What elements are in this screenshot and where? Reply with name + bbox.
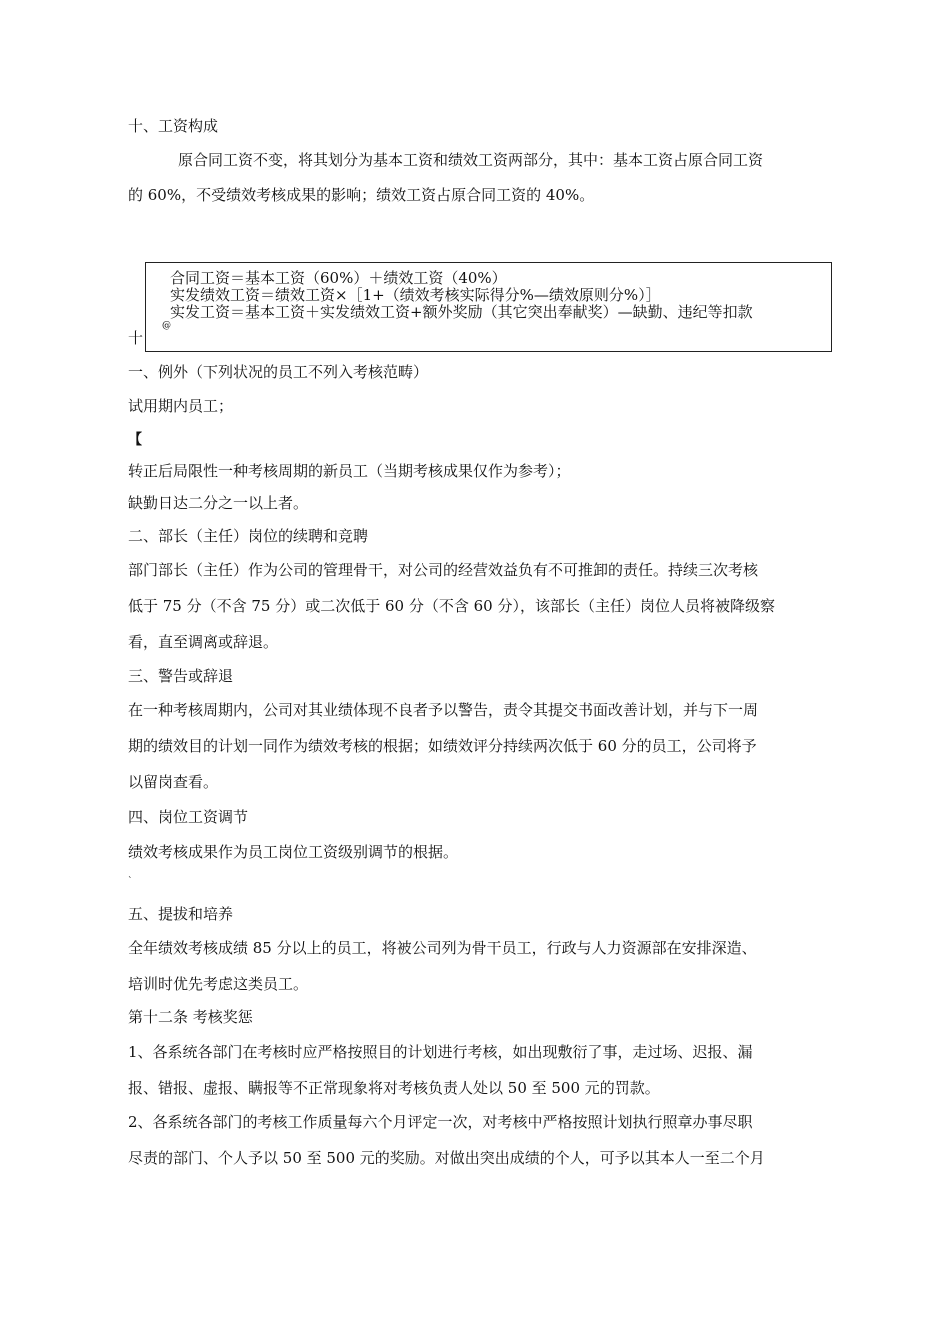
stray-char: 十 [128,329,144,347]
paragraph-line: 的 60%，不受绩效考核成果的影响；绩效工资占原合同工资的 40%。 [128,186,595,204]
paragraph-line: 以留岗查看。 [128,773,219,791]
paragraph-line: 部门部长（主任）作为公司的管理骨干，对公司的经营效益负有不可推卸的责任。持续三次考核 [128,561,759,579]
article-heading: 第十二条 考核奖惩 [128,1008,253,1026]
paragraph-line: 绩效考核成果作为员工岗位工资级别调节的根据。 [128,843,459,861]
paragraph-line: 期的绩效目的计划一同作为绩效考核的根据；如绩效评分持续两次低于 60 分的员工，公司将予 [128,737,757,755]
paragraph-line: 全年绩效考核成绩 85 分以上的员工，将被公司列为骨干员工，行政与人力资源部在安排深造、 [128,939,757,957]
list-item: 缺勤日达二分之一以上者。 [128,494,309,512]
list-item: 转正后局限性一种考核周期的新员工（当期考核成果仅作为参考）； [128,462,571,480]
paragraph-line: 看，直至调离或辞退。 [128,633,279,651]
paragraph-line: 原合同工资不变，将其划分为基本工资和绩效工资两部分，其中：基本工资占原合同工资 [178,151,764,169]
formula-line: 合同工资＝基本工资（60%）＋绩效工资（40%） [170,269,507,287]
section-heading-10: 十、工资构成 [128,117,219,135]
paragraph-line: 1、各系统各部门在考核时应严格按照目的计划进行考核，如出现敷衍了事，走过场、迟报、漏 [128,1043,753,1061]
paragraph-line: 2、各系统各部门的考核工作质量每六个月评定一次，对考核中严格按照计划执行照章办事尽职 [128,1113,753,1131]
section-heading: 五、提拔和培养 [128,905,234,923]
paragraph-line: 在一种考核周期内，公司对其业绩体现不良者予以警告，责令其提交书面改善计划，并与下一周 [128,701,759,719]
paragraph-line: 报、错报、虚报、瞒报等不正常现象将对考核负责人处以 50 至 500 元的罚款。 [128,1079,660,1097]
paragraph-line: 尽责的部门、个人予以 50 至 500 元的奖励。对做出突出成绩的个人，可予以其本人一至二个月 [128,1149,765,1167]
paragraph-line: 培训时优先考虑这类员工。 [128,975,309,993]
list-item: 试用期内员工； [128,397,234,415]
stray-mark: 【 [128,432,142,448]
formula-line: 实发绩效工资＝绩效工资×［1+（绩效考核实际得分%—绩效原则分%）］ [170,286,661,304]
stray-mark: @ [162,321,171,331]
section-heading: 二、部长（主任）岗位的续聘和竞聘 [128,527,369,545]
stray-mark: ` [128,877,133,887]
section-heading: 三、警告或辞退 [128,667,234,685]
paragraph-line: 低于 75 分（不含 75 分）或二次低于 60 分（不含 60 分），该部长（主任）岗位人员将被降级察 [128,597,775,615]
formula-line: 实发工资＝基本工资＋实发绩效工资+额外奖励（其它突出奉献奖）—缺勤、违纪等扣款 [170,303,753,321]
section-heading: 四、岗位工资调节 [128,808,249,826]
section-heading: 一、例外（下列状况的员工不列入考核范畴） [128,363,429,381]
